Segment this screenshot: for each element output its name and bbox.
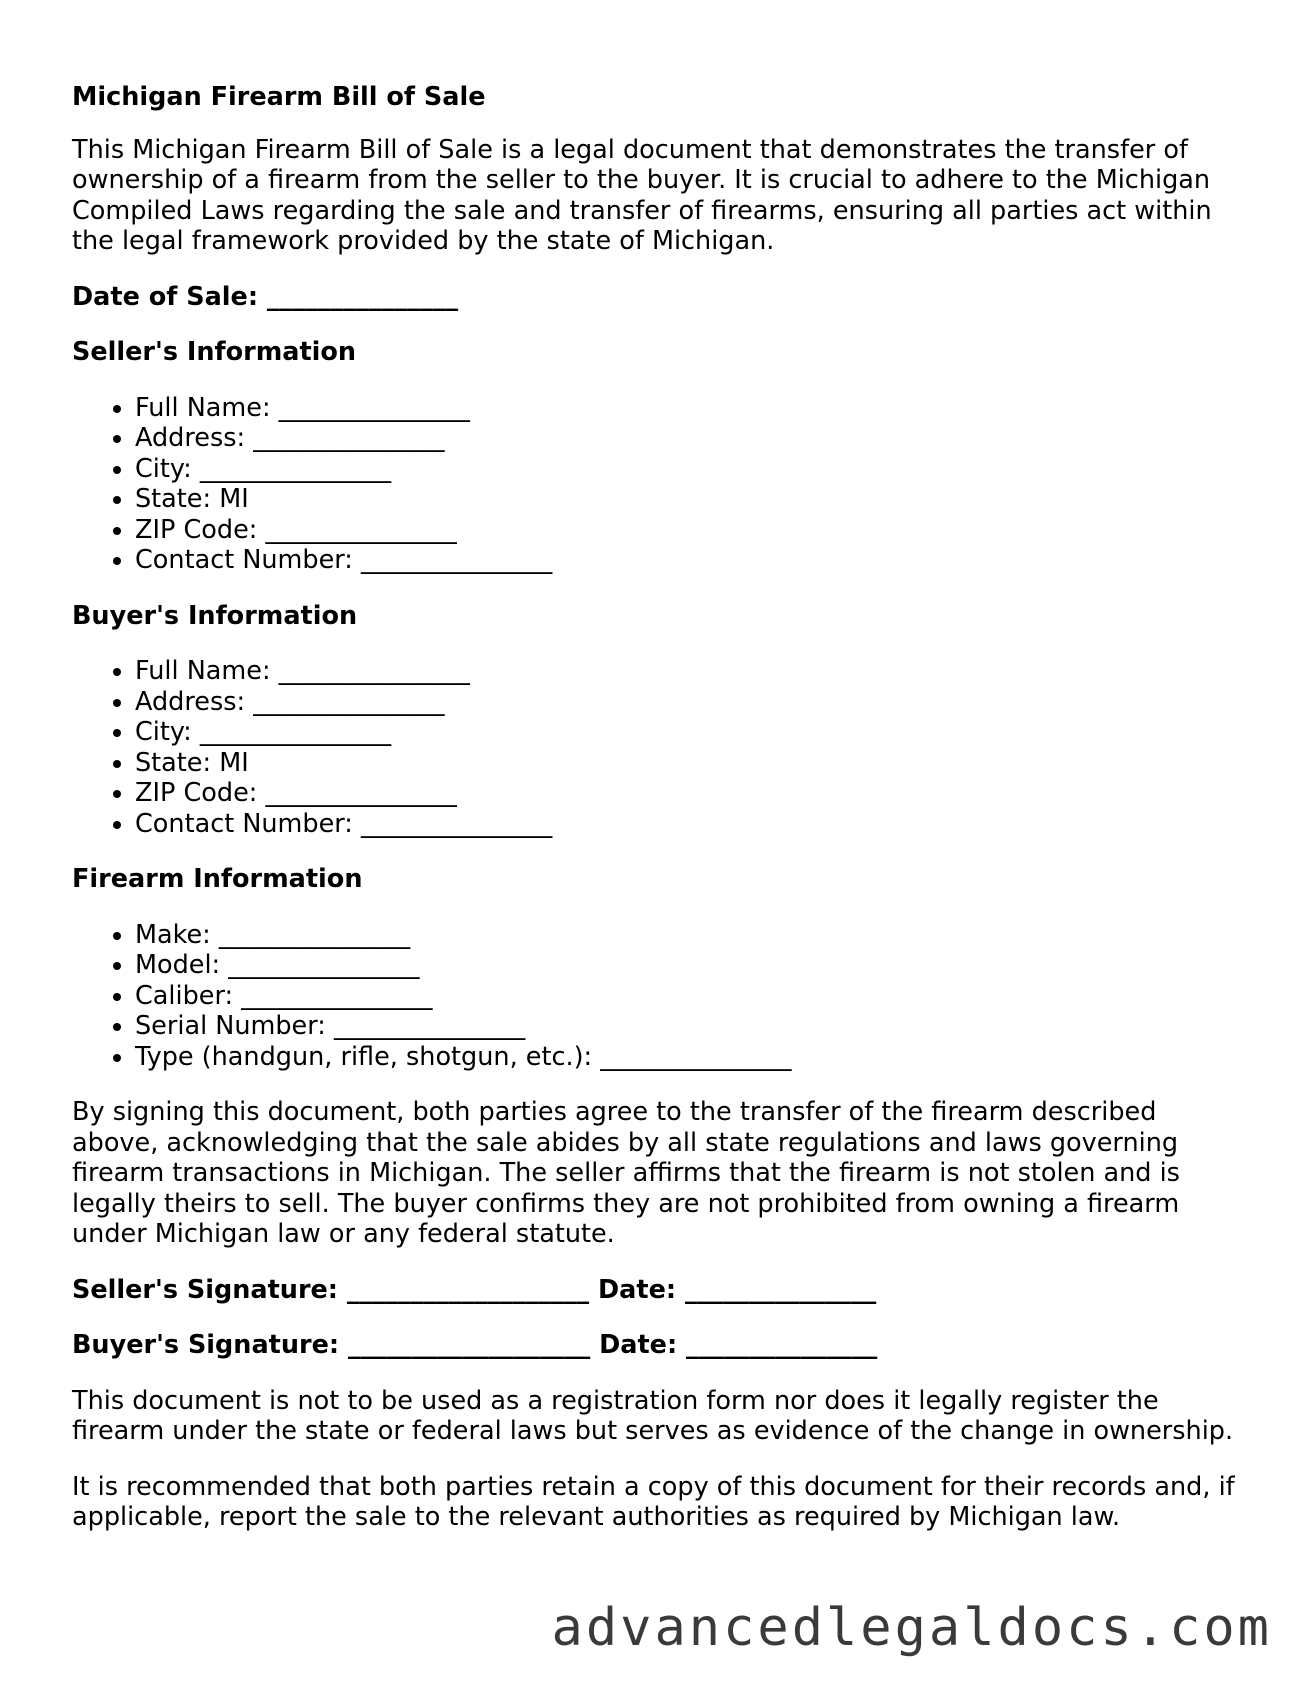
firearm-caliber-field: • Caliber: _______________ bbox=[135, 981, 1242, 1012]
buyer-full-name-field: • Full Name: _______________ bbox=[135, 656, 1242, 687]
firearm-make-field: • Make: _______________ bbox=[135, 920, 1242, 951]
seller-zip-field: • ZIP Code: _______________ bbox=[135, 515, 1242, 546]
firearm-type-field: • Type (handgun, rifle, shotgun, etc.): _______________ bbox=[135, 1042, 1242, 1073]
recommendation-paragraph: It is recommended that both parties retain a copy of this document for their records and, if applicable, report the sale to the relevant authorities as required by Michigan law. bbox=[72, 1471, 1235, 1532]
agreement-paragraph: By signing this document, both parties agree to the transfer of the firearm described above, acknowledging that the sale abides by all state regulations and laws governing firearm transactions in Michigan. The seller affirms that the firearm is not stolen and is legally theirs to sell. The buyer confirms they are not prohibited from owning a firearm under Michigan law or any federal statute. bbox=[72, 1097, 1180, 1249]
firearm-model-field: • Model: _______________ bbox=[135, 950, 1242, 981]
seller-signature-line: Seller's Signature: ___________________ Date: _______________ bbox=[72, 1274, 877, 1305]
buyer-info-heading: Buyer's Information bbox=[72, 600, 358, 631]
document-page bbox=[72, 82, 1242, 1558]
firearm-info-heading: Firearm Information bbox=[72, 864, 363, 894]
firearm-info-list bbox=[72, 920, 1242, 1073]
document-title: Michigan Firearm Bill of Sale bbox=[72, 82, 486, 112]
seller-full-name-field: • Full Name: _______________ bbox=[135, 393, 1242, 424]
buyer-address-field: • Address: _______________ bbox=[135, 687, 1242, 718]
seller-city-field: • City: _______________ bbox=[135, 454, 1242, 485]
seller-info-heading: Seller's Information bbox=[72, 337, 357, 367]
buyer-signature-line: Buyer's Signature: ___________________ Date: _______________ bbox=[72, 1330, 878, 1360]
date-of-sale-field: Date of Sale: _______________ bbox=[72, 281, 459, 312]
seller-address-field: • Address: _______________ bbox=[135, 423, 1242, 454]
site-watermark: advancedlegaldocs.com bbox=[551, 1598, 1272, 1658]
buyer-state-field: • State: MI bbox=[135, 748, 1242, 779]
buyer-zip-field: • ZIP Code: _______________ bbox=[135, 778, 1242, 809]
seller-info-list bbox=[72, 393, 1242, 576]
seller-state-field: • State: MI bbox=[135, 484, 1242, 515]
buyer-info-list bbox=[72, 656, 1242, 839]
intro-paragraph: This Michigan Firearm Bill of Sale is a legal document that demonstrates the transfer of ownership of a firearm from the seller to the buyer. It is crucial to adhere to the Michigan Compiled Laws regarding the sale and transfer of firearms, ensuring all parties act within the legal framework provided by the state of Michigan. bbox=[72, 134, 1212, 256]
seller-contact-field: • Contact Number: _______________ bbox=[135, 545, 1242, 576]
disclaimer-paragraph: This document is not to be used as a registration form nor does it legally register the firearm under the state or federal laws but serves as evidence of the change in ownership. bbox=[72, 1385, 1234, 1446]
buyer-contact-field: • Contact Number: _______________ bbox=[135, 809, 1242, 840]
firearm-serial-field: • Serial Number: _______________ bbox=[135, 1011, 1242, 1042]
buyer-city-field: • City: _______________ bbox=[135, 717, 1242, 748]
